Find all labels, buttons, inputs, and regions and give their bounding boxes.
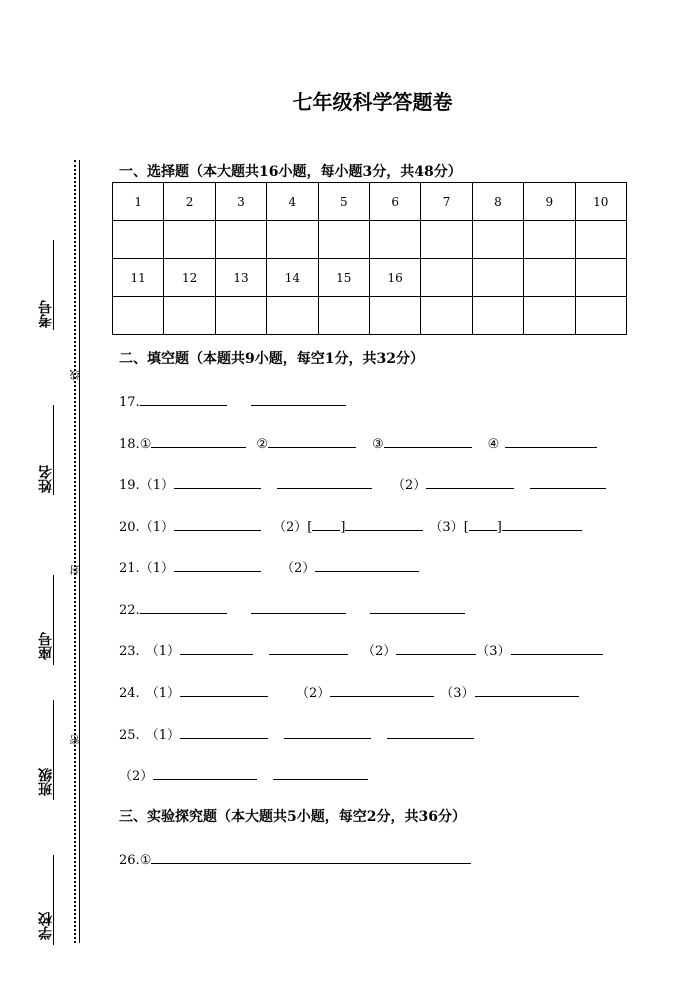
part-label: （1）	[145, 644, 180, 659]
name-blank	[53, 405, 54, 495]
question-number: 21.	[119, 561, 140, 576]
question-number-cell: 6	[369, 183, 420, 221]
circled-number: ②	[256, 437, 268, 452]
question-number-cell: 2	[164, 183, 215, 221]
part-label: （1）	[139, 520, 174, 535]
answer-cell[interactable]	[215, 221, 266, 259]
answer-blank[interactable]	[174, 516, 261, 531]
answer-cell[interactable]	[369, 221, 420, 259]
circled-number: ①	[139, 437, 152, 452]
answer-blank[interactable]	[330, 682, 434, 697]
answer-blank[interactable]	[502, 516, 582, 531]
answer-blank[interactable]	[426, 474, 514, 489]
answer-cell[interactable]	[575, 221, 626, 259]
answer-blank[interactable]	[140, 391, 227, 406]
question-number: 25.	[119, 728, 140, 743]
class-label: 班级	[38, 768, 54, 796]
binding-solid-line	[79, 160, 80, 943]
circled-number: ①	[139, 853, 152, 868]
page-title: 七年级科学答题卷	[292, 90, 453, 114]
answer-blank[interactable]	[180, 682, 268, 697]
answer-cell[interactable]	[472, 297, 523, 335]
question-number-cell: 8	[472, 183, 523, 221]
answer-blank[interactable]	[251, 391, 346, 406]
answer-blank[interactable]	[315, 557, 419, 572]
circled-number: ④	[487, 437, 500, 452]
answer-blank[interactable]	[370, 599, 465, 614]
answer-blank[interactable]	[174, 474, 261, 489]
question-number-cell: 10	[575, 183, 626, 221]
question-number: 26.	[119, 853, 140, 868]
answer-blank[interactable]	[151, 849, 471, 864]
question-number-cell: 4	[267, 183, 318, 221]
part-label: （2）	[272, 520, 308, 535]
question-number: 20.	[119, 520, 140, 535]
answer-blank[interactable]	[396, 640, 476, 655]
part-label: （1）	[145, 686, 180, 701]
section2-heading: 二、填空题（本题共9小题，每空1分，共32分）	[119, 351, 424, 367]
question-number-cell: 5	[318, 183, 369, 221]
exam-number-blank	[53, 240, 54, 330]
answer-blank[interactable]	[273, 765, 368, 780]
bracket-open: [	[463, 520, 469, 535]
answer-blank[interactable]	[511, 640, 603, 655]
answer-cell[interactable]	[421, 221, 472, 259]
question-number: 22.	[119, 603, 140, 618]
part-label: （2）	[391, 478, 427, 493]
question-number-cell	[472, 259, 523, 297]
answer-cell[interactable]	[215, 297, 266, 335]
answer-blank[interactable]	[180, 724, 268, 739]
question-23	[119, 640, 603, 658]
question-number-cell: 7	[421, 183, 472, 221]
answer-blank[interactable]	[268, 433, 356, 448]
answer-blank[interactable]	[269, 640, 348, 655]
answer-cell[interactable]	[267, 221, 318, 259]
part-label: （1）	[139, 561, 174, 576]
question-number: 17.	[119, 395, 140, 410]
question-19	[119, 474, 606, 492]
answer-cell[interactable]	[318, 221, 369, 259]
answer-blank[interactable]	[345, 516, 423, 531]
question-number-cell: 14	[267, 259, 318, 297]
answer-blank[interactable]	[387, 724, 474, 739]
question-number-cell: 15	[318, 259, 369, 297]
question-number-cell: 13	[215, 259, 266, 297]
bracket-close: ]	[496, 520, 502, 535]
table-row	[113, 221, 627, 259]
question-number-cell: 9	[524, 183, 575, 221]
answer-cell[interactable]	[318, 297, 369, 335]
answer-cell[interactable]	[575, 297, 626, 335]
question-number-cell	[524, 259, 575, 297]
question-number: 18.	[119, 437, 140, 452]
binding-dotted-line	[74, 160, 76, 943]
part-label: （2）	[361, 644, 397, 659]
bracket-close: ]	[340, 520, 346, 535]
class-blank	[53, 700, 54, 800]
question-22	[119, 599, 465, 617]
question-18	[119, 433, 597, 451]
question-26	[119, 849, 471, 867]
part-label: （3）	[429, 520, 464, 535]
exam-number-label: 考号	[38, 300, 54, 328]
question-25	[119, 724, 474, 742]
question-number-cell: 11	[113, 259, 164, 297]
question-number: 23.	[119, 644, 140, 659]
question-number-cell: 3	[215, 183, 266, 221]
answer-cell[interactable]	[524, 221, 575, 259]
answer-blank[interactable]	[530, 474, 606, 489]
question-number-cell	[575, 259, 626, 297]
answer-cell[interactable]	[164, 297, 215, 335]
seat-number-label: 座号	[38, 632, 54, 660]
school-label: 学校	[38, 912, 54, 940]
part-label: （3）	[440, 686, 475, 701]
part-label: （2）	[280, 561, 316, 576]
multiple-choice-table	[112, 182, 627, 335]
bracket-open: [	[307, 520, 313, 535]
question-17	[119, 391, 346, 409]
question-number-cell: 16	[369, 259, 420, 297]
question-number: 19.	[119, 478, 140, 493]
question-24	[119, 682, 579, 700]
answer-cell[interactable]	[369, 297, 420, 335]
section1-heading: 一、选择题（本大题共16小题，每小题3分，共48分）	[119, 164, 462, 180]
answer-cell[interactable]	[421, 297, 472, 335]
part-label: （2）	[119, 769, 154, 784]
question-number-cell: 12	[164, 259, 215, 297]
table-row	[113, 259, 627, 297]
answer-blank[interactable]	[251, 599, 346, 614]
cut-line-char-xian: 线	[71, 370, 82, 380]
answer-cell[interactable]	[164, 221, 215, 259]
part-label: （3）	[476, 644, 511, 659]
answer-blank[interactable]	[277, 474, 372, 489]
answer-blank[interactable]	[475, 682, 579, 697]
seat-number-blank	[53, 575, 54, 665]
answer-blank[interactable]	[384, 433, 472, 448]
circled-number: ③	[372, 437, 384, 452]
answer-blank[interactable]	[469, 516, 497, 531]
question-20	[119, 516, 582, 534]
question-number: 24.	[119, 686, 140, 701]
answer-blank[interactable]	[505, 433, 597, 448]
answer-cell[interactable]	[267, 297, 318, 335]
cut-line-char-feng: 封	[71, 565, 82, 575]
question-25-part2	[119, 765, 368, 783]
answer-cell[interactable]	[524, 297, 575, 335]
answer-cell[interactable]	[472, 221, 523, 259]
school-blank	[53, 855, 54, 945]
answer-cell[interactable]	[113, 297, 164, 335]
cut-line-char-mi: 密	[71, 735, 82, 745]
answer-cell[interactable]	[113, 221, 164, 259]
answer-blank[interactable]	[174, 557, 261, 572]
answer-blank[interactable]	[140, 599, 227, 614]
table-row	[113, 297, 627, 335]
question-number-cell: 1	[113, 183, 164, 221]
part-label: （2）	[295, 686, 331, 701]
answer-blank[interactable]	[153, 765, 257, 780]
question-21	[119, 557, 419, 575]
section3-heading: 三、实验探究题（本大题共5小题，每空2分，共36分）	[119, 809, 466, 825]
part-label: （1）	[139, 478, 174, 493]
table-row	[113, 183, 627, 221]
name-label: 姓名	[38, 465, 54, 493]
answer-blank[interactable]	[312, 516, 340, 531]
question-number-cell	[421, 259, 472, 297]
answer-blank[interactable]	[284, 724, 371, 739]
answer-blank[interactable]	[151, 433, 246, 448]
part-label: （1）	[145, 728, 180, 743]
answer-blank[interactable]	[180, 640, 253, 655]
